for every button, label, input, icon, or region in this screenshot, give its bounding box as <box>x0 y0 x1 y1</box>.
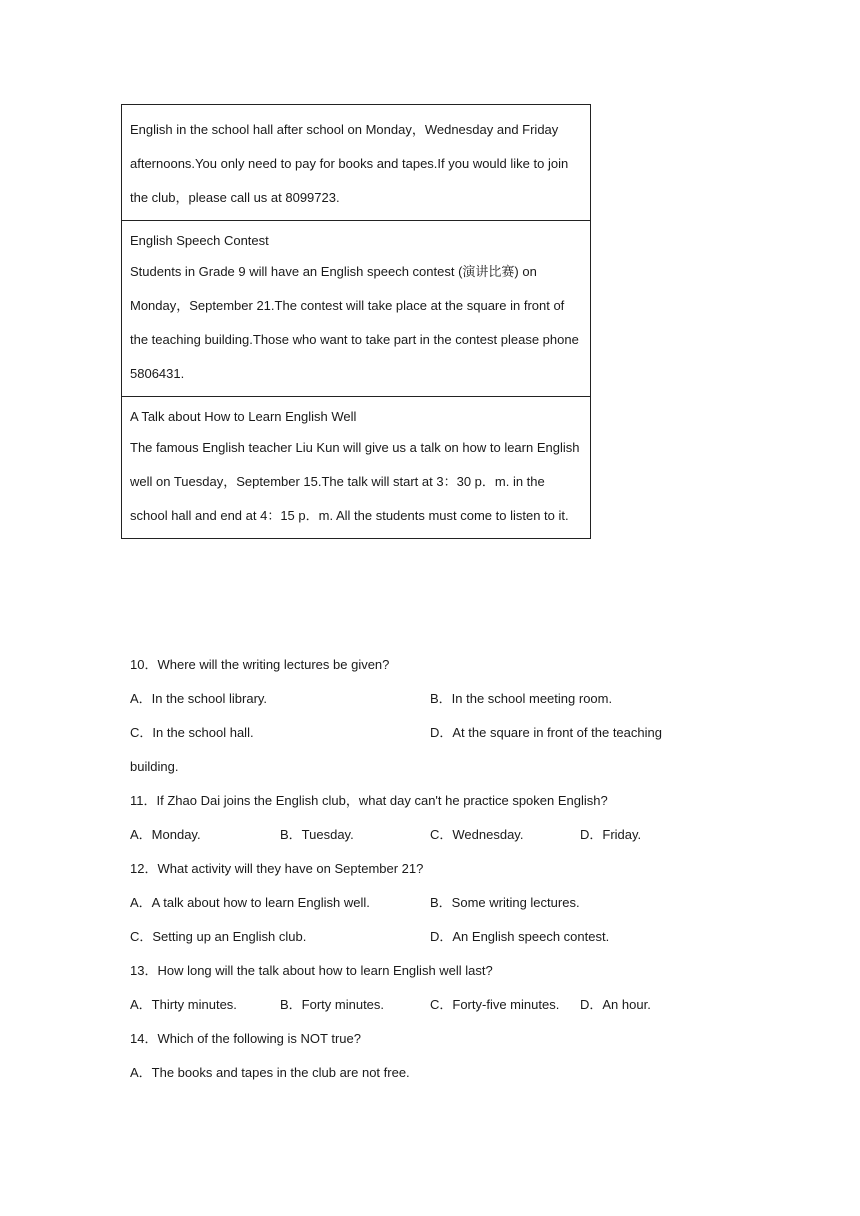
option-d: D．An English speech contest. <box>430 929 610 944</box>
option-wrap-text: building. <box>130 759 179 774</box>
option-row <box>130 682 730 716</box>
notice-title: English Speech Contest <box>130 233 269 248</box>
notice-body: Students in Grade 9 will have an English speech contest (演讲比赛) on Monday，September 21.The contest will take place at the square in front of the teaching building.Those who want to take part in the contest please phone 5806431. <box>130 264 579 381</box>
option-b: B．Tuesday. <box>280 827 354 842</box>
option-d: D．Friday. <box>580 827 642 842</box>
notice-body: English in the school hall after school on Monday，Wednesday and Friday afternoons.You only need to pay for books and tapes.If you would like to join the club，please call us at 8099723. <box>130 122 569 205</box>
option-d: D．An hour. <box>580 997 651 1012</box>
notice-body: The famous English teacher Liu Kun will give us a talk on how to learn English well on Tuesday，September 15.The talk will start at 3：30 p．m. in the school hall and end at 4：15 p．m. All the students must come to listen to it. <box>130 440 580 523</box>
option-c: C．Setting up an English club. <box>130 929 307 944</box>
question-stem: 12．What activity will they have on September 21? <box>130 861 424 876</box>
option-b: B．In the school meeting room. <box>430 691 613 706</box>
notice-cell-speech-contest <box>122 220 590 396</box>
option-c: C．In the school hall. <box>130 725 254 740</box>
option-b: B．Forty minutes. <box>280 997 385 1012</box>
question-stem: 10．Where will the writing lectures be given? <box>130 657 390 672</box>
question-stem: 11．If Zhao Dai joins the English club，what day can't he practice spoken English? <box>130 793 608 808</box>
option-a: A．In the school library. <box>130 691 268 706</box>
option-b: B．Some writing lectures. <box>430 895 580 910</box>
option-a: A．The books and tapes in the club are not free. <box>130 1065 410 1080</box>
option-a: A．Thirty minutes. <box>130 997 237 1012</box>
option-d: D．At the square in front of the teaching <box>430 725 662 740</box>
notice-title: A Talk about How to Learn English Well <box>130 409 357 424</box>
notice-cell-club <box>122 105 590 220</box>
option-row <box>130 886 730 920</box>
question-list <box>130 648 730 1090</box>
notice-table <box>121 104 591 539</box>
option-row <box>130 818 730 852</box>
question-stem: 13．How long will the talk about how to learn English well last? <box>130 963 493 978</box>
option-row <box>130 988 730 1022</box>
notice-cell-talk <box>122 396 590 538</box>
option-row <box>130 716 730 750</box>
option-row <box>130 920 730 954</box>
question-stem: 14．Which of the following is NOT true? <box>130 1031 361 1046</box>
option-a: A．Monday. <box>130 827 201 842</box>
option-a: A．A talk about how to learn English well. <box>130 895 370 910</box>
option-c: C．Wednesday. <box>430 827 524 842</box>
option-c: C．Forty-five minutes. <box>430 997 560 1012</box>
